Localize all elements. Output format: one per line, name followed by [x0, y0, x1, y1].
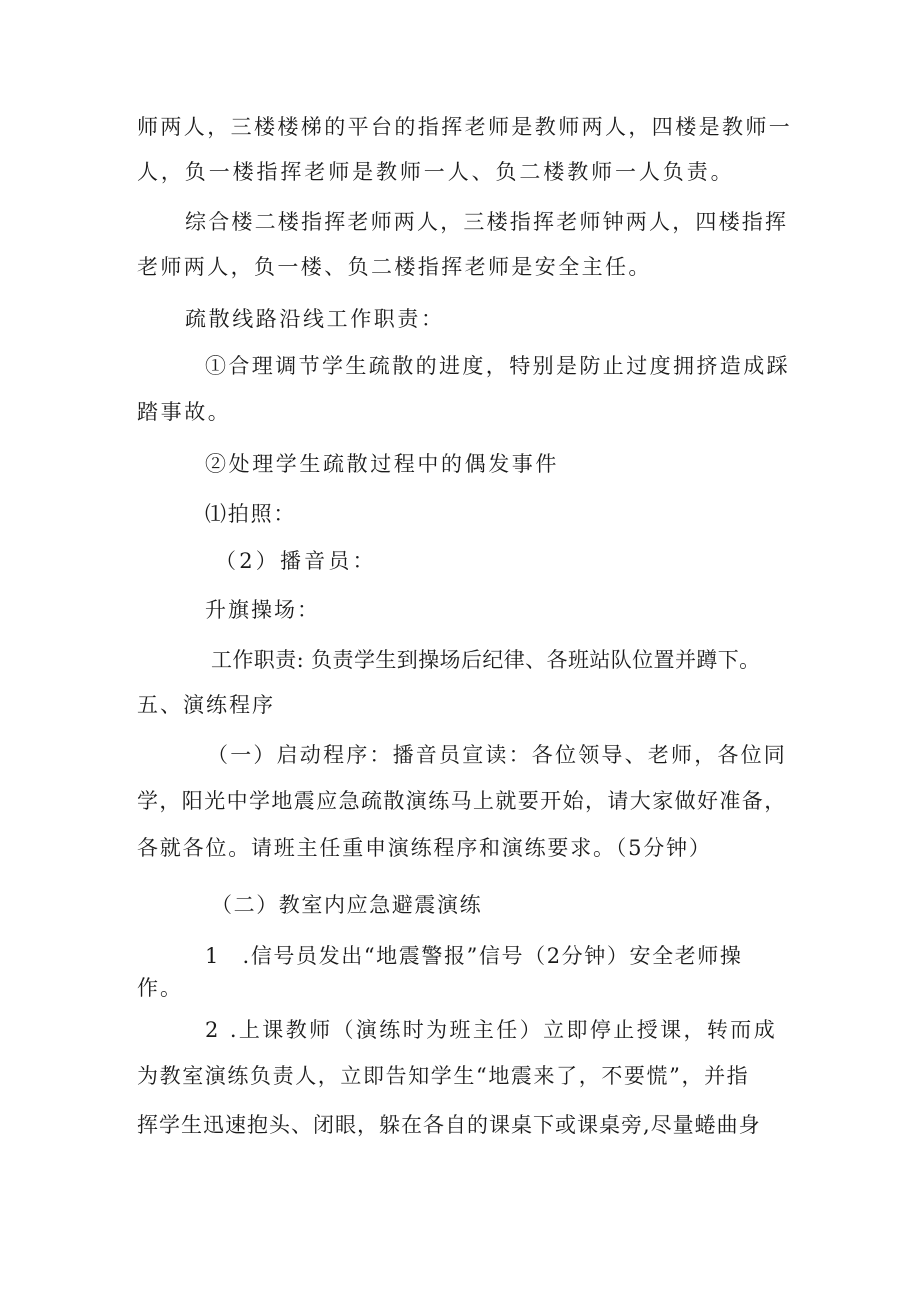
text-line-1: 师两人，三楼楼梯的平台的指挥老师是教师两人，四楼是教师一: [137, 115, 793, 139]
text-line-11: 升旗操场：: [205, 598, 320, 622]
text-line-22: 挥学生迅速抱头、闭眼，躲在各自的课桌下或课桌旁,尽量蜷曲身: [137, 1113, 761, 1137]
section-heading: 五、演练程序: [137, 693, 275, 717]
text-line-3: 综合楼二楼指挥老师两人，三楼指挥老师钟两人，四楼指挥: [185, 210, 789, 234]
text-line-9: ⑴拍照：: [205, 502, 297, 526]
text-line-4: 老师两人，负一楼、负二楼指挥老师是安全主任。: [137, 255, 652, 279]
text-line-8: ②处理学生疏散过程中的偶发事件: [205, 452, 559, 476]
text-line-2: 人，负一楼指挥老师是教师一人、负二楼教师一人负责。: [137, 160, 735, 184]
text-line-14: （一）启动程序：播音员宣读：各位领导、老师，各位同: [207, 743, 787, 767]
text-line-18: 1 .信号员发出“地震警报”信号（2分钟）安全老师操: [205, 944, 743, 968]
text-line-15: 学，阳光中学地震应急疏散演练马上就要开始，请大家做好准备，: [137, 789, 787, 813]
text-line-10: （2）播音员：: [215, 549, 377, 573]
text-line-6: ①合理调节学生疏散的进度，特别是防止过度拥挤造成踩: [205, 354, 790, 378]
text-line-5: 疏散线路沿线工作职责：: [185, 307, 445, 331]
text-line-20: 2 .上课教师（演练时为班主任）立即停止授课，转而成: [205, 1018, 778, 1042]
text-line-21: 为教室演练负责人，立即告知学生“地震来了，不要慌”，并指: [137, 1064, 750, 1088]
text-line-19: 作。: [137, 976, 183, 1000]
text-line-16: 各就各位。请班主任重申演练程序和演练要求。（5分钟）: [137, 836, 712, 860]
text-line-12: 工作职责: 负责学生到操场后纪律、各班站队位置并蹲下。: [211, 648, 761, 672]
text-line-17: （二）教室内应急避震演练: [211, 893, 483, 917]
text-line-7: 踏事故。: [137, 400, 232, 424]
